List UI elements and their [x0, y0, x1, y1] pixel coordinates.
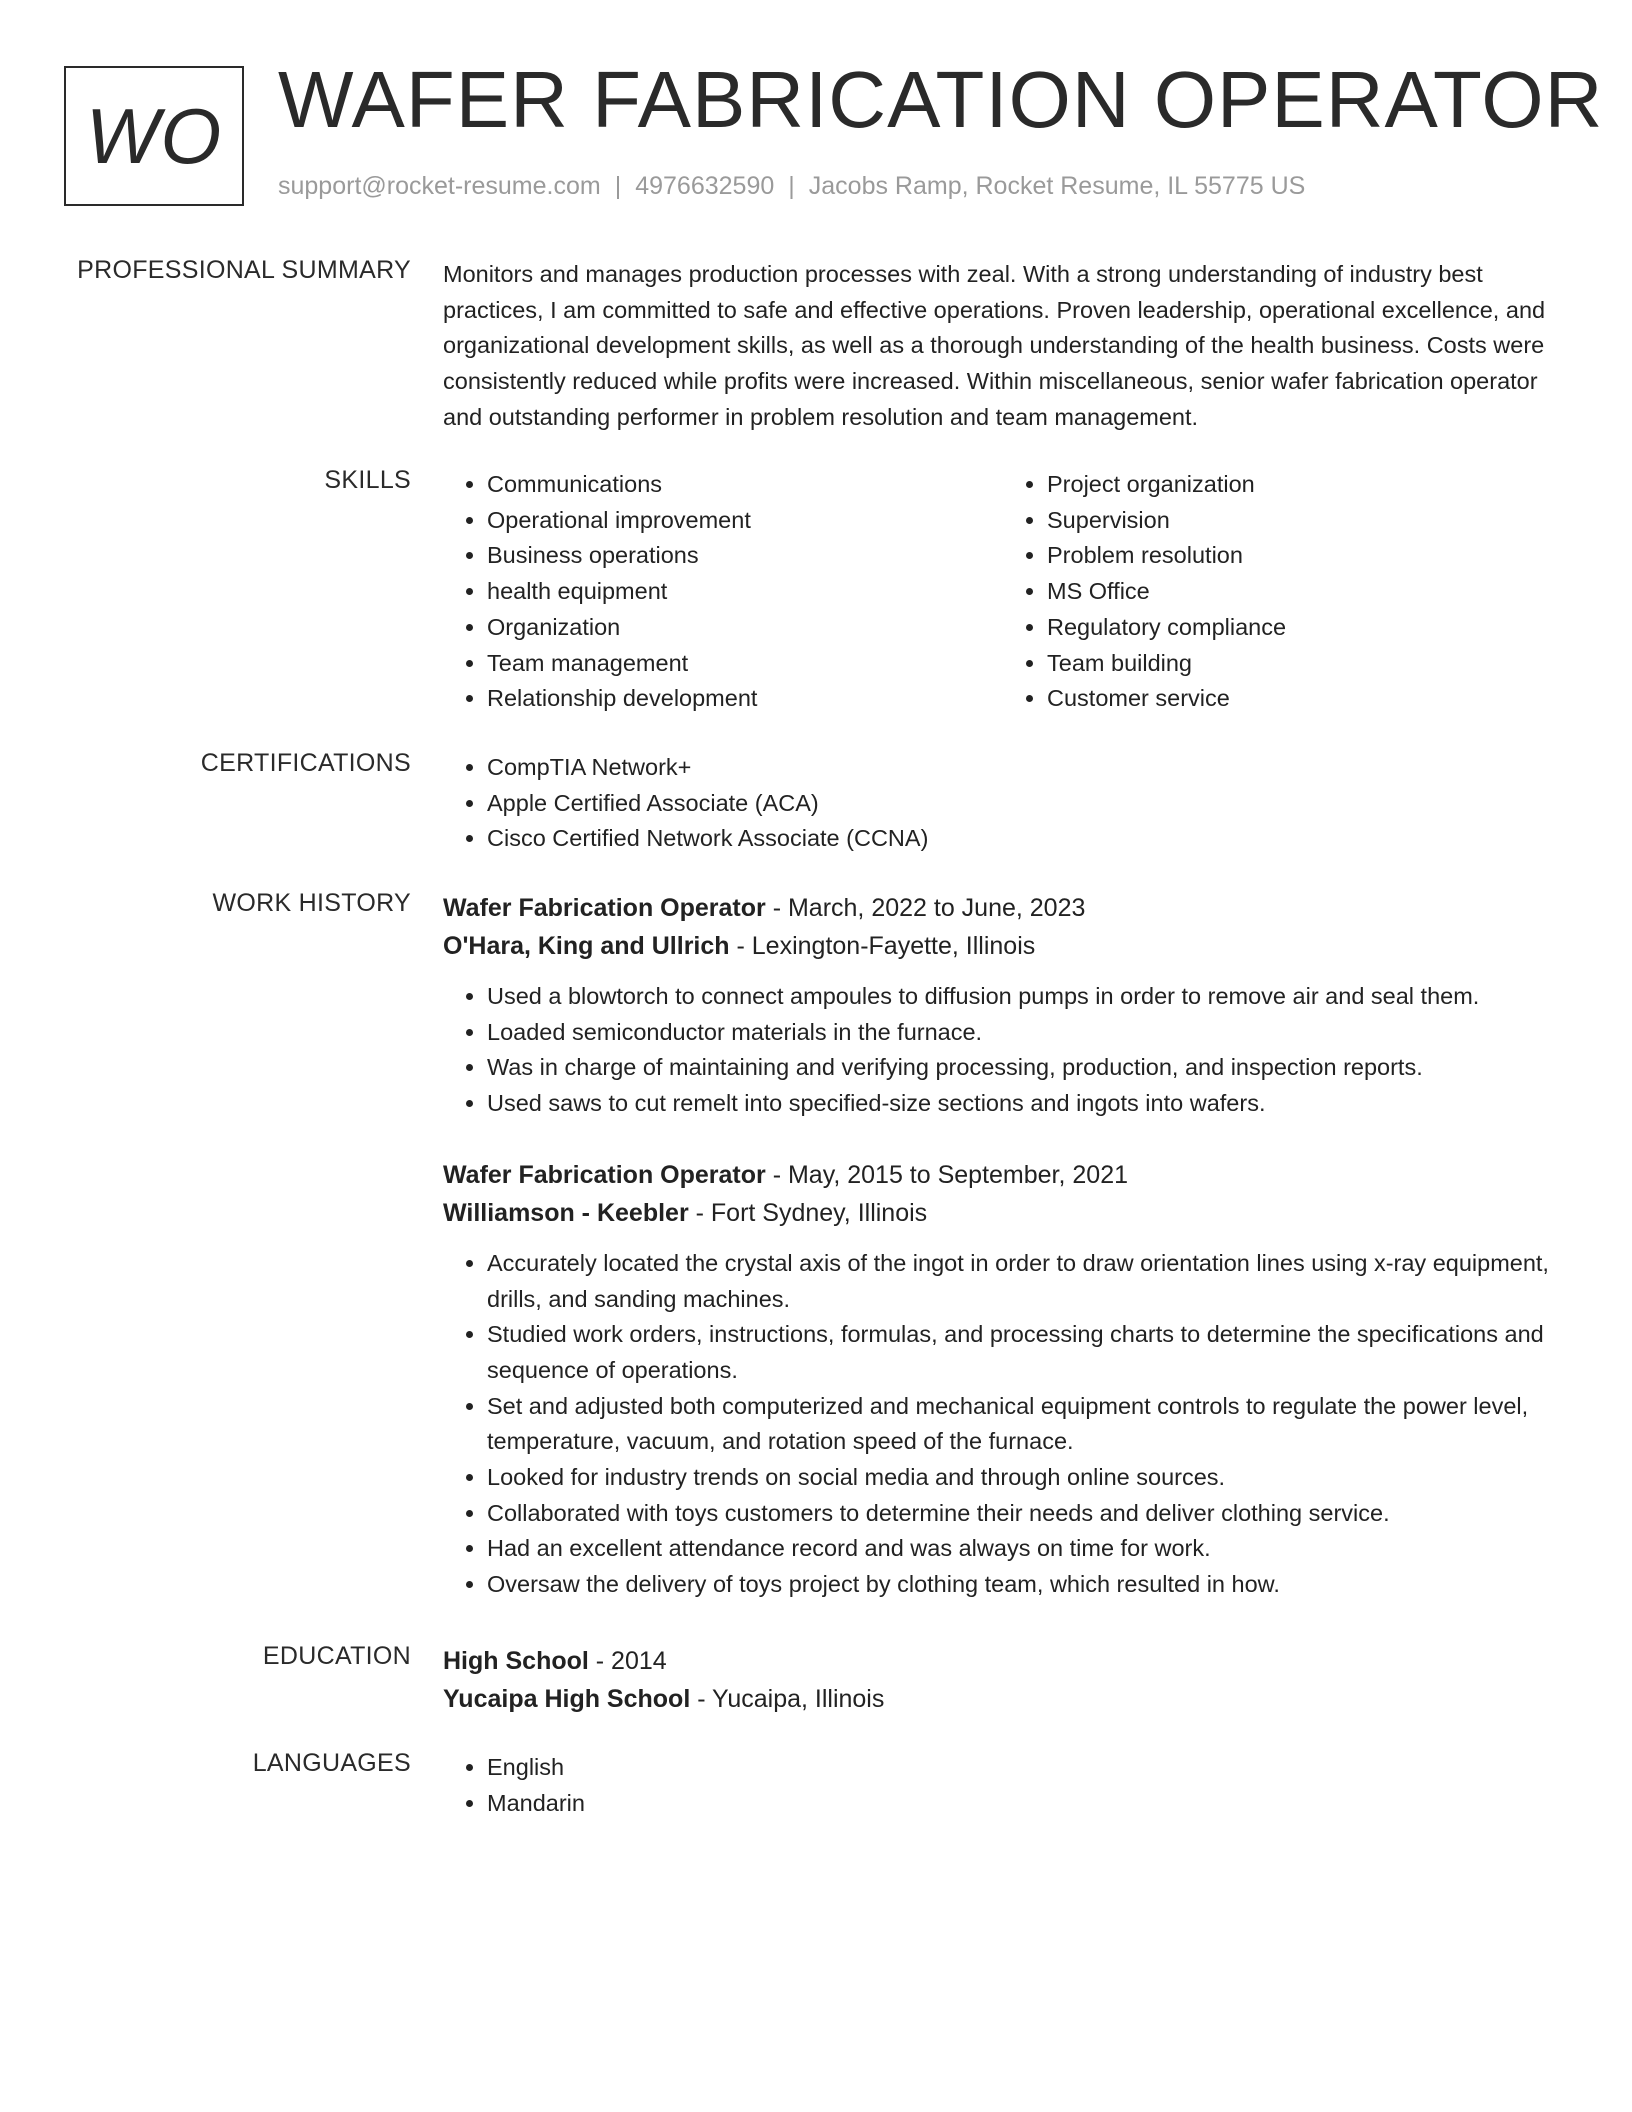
resume-title: WAFER FABRICATION OPERATOR [278, 55, 1604, 144]
skills-list-left [443, 467, 1003, 717]
certification-item: • Apple Certified Associate (ACA) [487, 786, 1563, 822]
section-label-skills: SKILLS [324, 466, 411, 494]
job-bullet: • Was in charge of maintaining and verifying processing, production, and inspection reports. [487, 1050, 1563, 1086]
skill-item: • Regulatory compliance [1047, 610, 1563, 646]
job-dates: - March, 2022 to June, 2023 [765, 894, 1086, 922]
job-bullet: • Looked for industry trends on social media and through online sources. [487, 1460, 1563, 1496]
skill-item: • Team building [1047, 646, 1563, 682]
skill-item: • Supervision [1047, 503, 1563, 539]
skill-item: • Communications [487, 467, 1003, 503]
summary-text: Monitors and manages production processes with zeal. With a strong understanding of industry best practices, I am committed to safe and effective operations. Proven leadership, operational excellence, and organizational development skills, as well as a thorough understanding of the health business. Costs were consistently reduced while profits were increased. Within miscellaneous, senior wafer fabrication operator and outstanding performer in problem resolution and team management. [443, 261, 1546, 430]
job-bullet: • Set and adjusted both computerized and mechanical equipment controls to regulate the power level, temperature, vacuum, and rotation speed of the furnace. [487, 1389, 1563, 1460]
job-title-line [443, 889, 1563, 927]
contact-address: Jacobs Ramp, Rocket Resume, IL 55775 US [808, 172, 1306, 200]
certification-item: • Cisco Certified Network Associate (CCNA) [487, 821, 1563, 857]
job-bullet: • Had an excellent attendance record and was always on time for work. [487, 1531, 1563, 1567]
job-entry [443, 889, 1563, 1122]
education-degree: High School [443, 1647, 589, 1675]
skill-item: • Customer service [1047, 681, 1563, 717]
job-bullet: • Used a blowtorch to connect ampoules to diffusion pumps in order to remove air and seal them. [487, 979, 1563, 1015]
skills-list-right [1003, 467, 1563, 717]
job-title-line [443, 1156, 1563, 1194]
job-title: Wafer Fabrication Operator [443, 1160, 766, 1189]
monogram-box: WO [64, 66, 244, 206]
section-label-certifications: CERTIFICATIONS [200, 749, 411, 777]
skill-item: • MS Office [1047, 574, 1563, 610]
job-company: Williamson - Keebler [443, 1198, 689, 1227]
skill-item: • Project organization [1047, 467, 1563, 503]
skill-item: • Problem resolution [1047, 538, 1563, 574]
skill-item: • Business operations [487, 538, 1003, 574]
education-degree-line [443, 1642, 1563, 1680]
language-item: • English [487, 1750, 1563, 1786]
job-bullet: • Accurately located the crystal axis of the ingot in order to draw orientation lines using x-ray equipment, drills, and sanding machines. [487, 1246, 1563, 1317]
section-label-summary: PROFESSIONAL SUMMARY [77, 256, 411, 284]
language-item: • Mandarin [487, 1786, 1563, 1822]
section-label-languages: LANGUAGES [252, 1749, 411, 1777]
job-location: - Lexington-Fayette, Illinois [729, 932, 1036, 960]
education-school-line [443, 1680, 1563, 1718]
job-bullets [443, 1246, 1563, 1603]
skill-item: • Organization [487, 610, 1003, 646]
job-company-line [443, 927, 1563, 965]
skill-item: • Relationship development [487, 681, 1003, 717]
contact-separator: | [614, 172, 622, 200]
job-location: - Fort Sydney, Illinois [688, 1198, 928, 1227]
section-label-education: EDUCATION [262, 1642, 411, 1670]
contact-phone[interactable]: 4976632590 [635, 172, 775, 200]
job-entry [443, 1156, 1563, 1603]
education-year: - 2014 [588, 1647, 667, 1675]
job-bullet: • Loaded semiconductor materials in the furnace. [487, 1015, 1563, 1051]
job-bullet: • Collaborated with toys customers to determine their needs and deliver clothing service. [487, 1496, 1563, 1532]
skill-item: • health equipment [487, 574, 1003, 610]
job-company: O'Hara, King and Ullrich [443, 932, 730, 960]
languages-list [443, 1750, 1563, 1821]
job-dates: - May, 2015 to September, 2021 [765, 1160, 1129, 1189]
job-bullet: • Studied work orders, instructions, formulas, and processing charts to determine the specifications and sequence of operations. [487, 1317, 1563, 1388]
contact-separator: | [788, 172, 795, 200]
job-title: Wafer Fabrication Operator [443, 894, 766, 922]
education-school: Yucaipa High School [443, 1685, 691, 1713]
skill-item: • Operational improvement [487, 503, 1003, 539]
job-bullet: • Oversaw the delivery of toys project by clothing team, which resulted in how. [487, 1567, 1563, 1603]
certifications-list [443, 750, 1563, 857]
skill-item: • Team management [487, 646, 1003, 682]
job-bullet: • Used saws to cut remelt into specified-size sections and ingots into wafers. [487, 1086, 1563, 1122]
job-bullets [443, 979, 1563, 1122]
contact-line [278, 172, 1305, 201]
job-company-line [443, 1194, 1563, 1232]
section-label-work-history: WORK HISTORY [212, 889, 411, 917]
education-location: - Yucaipa, Illinois [690, 1685, 885, 1713]
contact-email[interactable]: support@rocket-resume.com [278, 172, 601, 200]
certification-item: • CompTIA Network+ [487, 750, 1563, 786]
